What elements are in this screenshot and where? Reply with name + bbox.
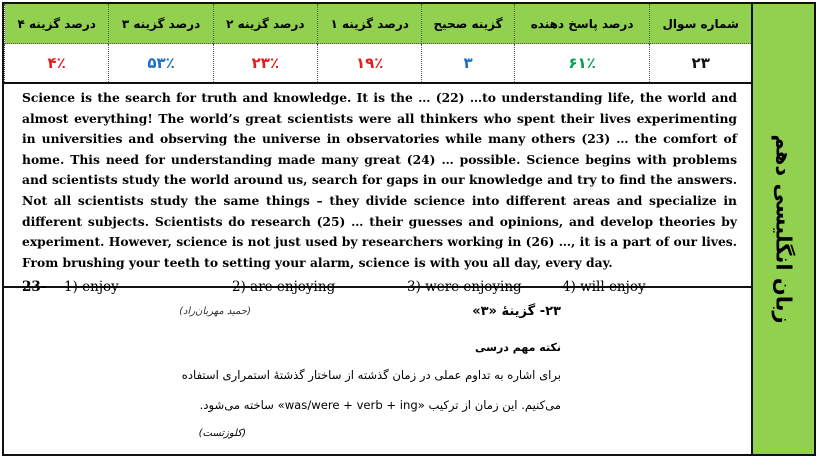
header-correct-option: گزینه صحیح bbox=[422, 4, 514, 44]
header-option3-percent: درصد گزینه ۳ bbox=[109, 4, 213, 44]
source: (کلوزتست) bbox=[198, 428, 246, 439]
value-option4-percent: ۴٪ bbox=[5, 44, 109, 83]
passage-text: Science is the search for truth and knowledge. It is the … (22) …to understanding life, the world and almost everything! The world’s great scientists were all thinkers who spent their lives experimenting in universities and observing the universe in observatories while many others (23) … the comfort of home. This need for understanding made many great (24) … possible. Science begins with problems and scientists study the world around us, search for gaps in our knowledge and try to find the answers. Not all scientists study the same things – they divide science into different areas and specialize in different subjects. Scientists do research (25) … their guesses and opinions, and develop theories by experiment. However, science is not just used by researchers working in (26) …, it is a part of our lives. From brushing your teeth to setting your alarm, science is with you all day, every day. bbox=[22, 90, 737, 270]
explanation bbox=[4, 288, 751, 458]
option-2: 2) are enjoying bbox=[232, 279, 336, 296]
value-correct-option: ۳ bbox=[422, 44, 514, 83]
header-response-percent: درصد پاسخ دهنده bbox=[514, 4, 650, 44]
question-number: 23- bbox=[22, 279, 47, 296]
stats-value-row bbox=[5, 44, 752, 83]
value-option3-percent: ۵۳٪ bbox=[109, 44, 213, 83]
option-4: 4) will enjoy bbox=[562, 279, 646, 296]
value-option2-percent: ۲۳٪ bbox=[213, 44, 317, 83]
stats-header-row bbox=[5, 4, 752, 44]
tip-subtitle: نکته مهم درسی bbox=[475, 341, 561, 354]
explanation-line-1: برای اشاره به تداوم عملی در زمان گذشته از ساختار گذشتهٔ استمراری استفاده bbox=[181, 368, 561, 382]
header-option4-percent: درصد گزینه ۴ bbox=[5, 4, 109, 44]
subject-title: زبان انگلیسی دهم bbox=[771, 134, 796, 324]
stats-table bbox=[4, 4, 751, 82]
header-question-number: شماره سوال bbox=[650, 4, 751, 44]
header-option2-percent: درصد گزینه ۲ bbox=[213, 4, 317, 44]
question-card bbox=[2, 2, 816, 456]
answer-heading: ۲۳- گزینهٔ «۳» bbox=[472, 304, 561, 319]
subject-sidebar bbox=[751, 4, 814, 454]
option-3: 3) were enjoying bbox=[407, 279, 522, 296]
value-response-percent: ۶۱٪ bbox=[514, 44, 650, 83]
value-question-number: ۲۳ bbox=[650, 44, 751, 83]
value-option1-percent: ۱۹٪ bbox=[318, 44, 422, 83]
explanation-line-2: می‌کنیم. این زمان از ترکیب «was/were + verb + ing» ساخته می‌شود. bbox=[199, 398, 561, 412]
author: (حمید مهربان‌راد) bbox=[179, 306, 251, 317]
header-option1-percent: درصد گزینه ۱ bbox=[318, 4, 422, 44]
option-1: 1) enjoy bbox=[64, 279, 119, 296]
reading-passage bbox=[4, 82, 751, 296]
